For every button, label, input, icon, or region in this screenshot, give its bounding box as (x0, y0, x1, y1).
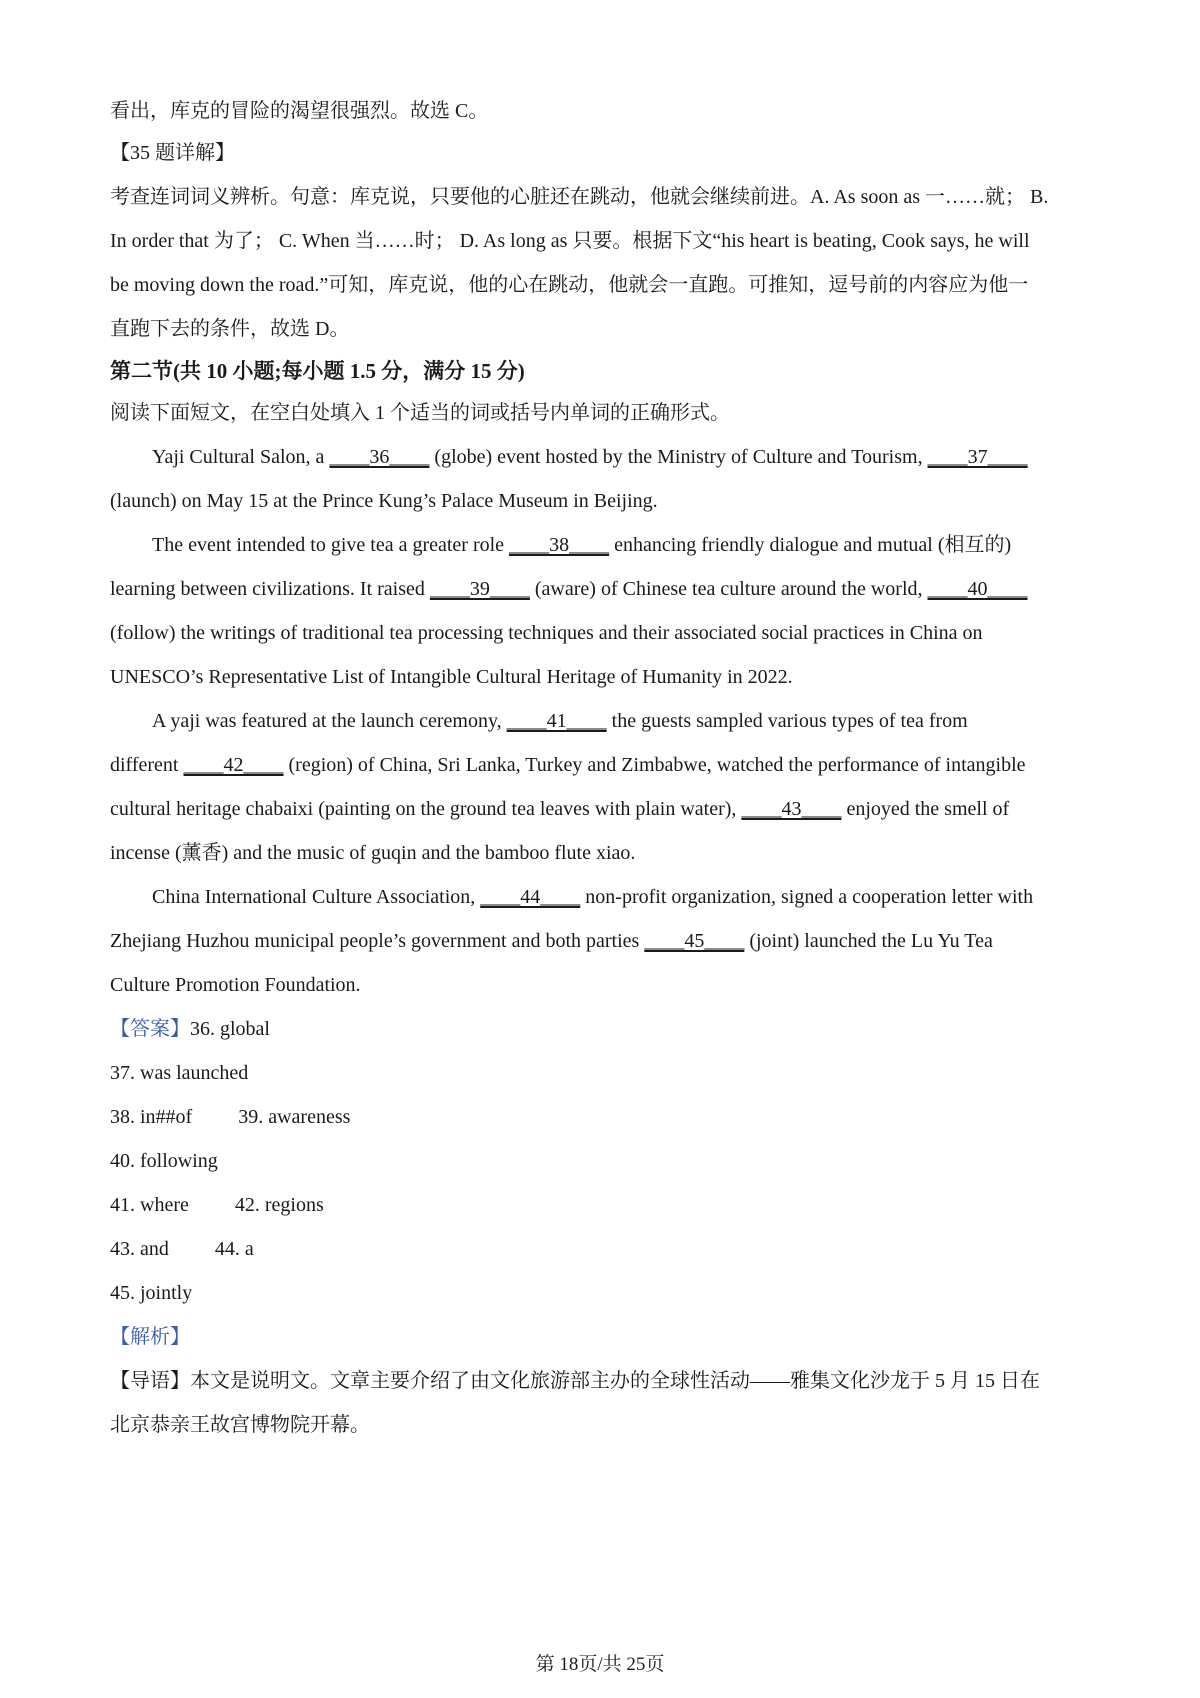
passage-text: (region) of China, Sri Lanka, Turkey and Zimbabwe, watched the performance of intangible (283, 754, 1026, 776)
analysis-intro-1: 【导语】本文是说明文。文章主要介绍了由文化旅游部主办的全球性活动——雅集文化沙龙于 5 月 15 日在 (110, 1370, 1040, 1392)
section-title: 第二节(共 10 小题;每小题 1.5 分，满分 15 分) (110, 359, 525, 383)
answer-36: 36. global (190, 1018, 270, 1040)
analysis-intro-2: 北京恭亲王故宫博物院开幕。 (110, 1414, 370, 1436)
passage-line (110, 752, 1026, 778)
blank-41: ____41____ (506, 710, 607, 732)
blank-39: ____39____ (429, 578, 530, 600)
passage-text: (joint) launched the Lu Yu Tea (744, 930, 993, 952)
q35-heading: 【35 题详解】 (110, 142, 235, 164)
passage-line (110, 884, 1033, 910)
answer-42: 42. regions (234, 1194, 324, 1216)
blank-37: ____37____ (927, 446, 1028, 468)
answer-line (110, 1192, 324, 1218)
passage-text: cultural heritage chabaixi (painting on the ground tea leaves with plain water), (110, 798, 742, 820)
passage-text: learning between civilizations. It raised (110, 578, 430, 600)
passage-line: (follow) the writings of traditional tea processing techniques and their associated social practices in China on (110, 622, 983, 644)
passage-text: (globe) event hosted by the Ministry of Culture and Tourism, (429, 446, 928, 468)
passage-line: incense (薰香) and the music of guqin and the bamboo flute xiao. (110, 842, 636, 864)
answer-line (110, 1104, 350, 1130)
answer-40: 40. following (110, 1150, 218, 1172)
answer-line (110, 1016, 270, 1042)
answer-38: 38. in##of (110, 1106, 193, 1128)
passage-line (110, 928, 993, 954)
answer-39: 39. awareness (238, 1106, 351, 1128)
passage-text: the guests sampled various types of tea from (606, 710, 968, 732)
blank-36: ____36____ (329, 446, 430, 468)
blank-43: ____43____ (741, 798, 842, 820)
passage-text: enjoyed the smell of (841, 798, 1010, 820)
passage-line: UNESCO’s Representative List of Intangible Cultural Heritage of Humanity in 2022. (110, 666, 793, 688)
passage-line (110, 796, 1009, 822)
answer-41: 41. where (110, 1194, 189, 1216)
blank-44: ____44____ (480, 886, 581, 908)
answer-43: 43. and (110, 1238, 169, 1260)
passage-text: Zhejiang Huzhou municipal people’s government and both parties (110, 930, 645, 952)
passage-text: (aware) of Chinese tea culture around the world, (529, 578, 928, 600)
answer-label: 【答案】 (110, 1018, 190, 1040)
section-instruction: 阅读下面短文，在空白处填入 1 个适当的词或括号内单词的正确形式。 (110, 402, 730, 424)
blank-45: ____45____ (644, 930, 745, 952)
passage-text: China International Culture Association, (152, 886, 481, 908)
passage-text: Yaji Cultural Salon, a (152, 446, 330, 468)
passage-text: enhancing friendly dialogue and mutual (相互的) (609, 534, 1012, 556)
passage-line (110, 576, 1028, 602)
passage-text: The event intended to give tea a greater role (152, 534, 510, 556)
answer-37: 37. was launched (110, 1062, 249, 1084)
passage-text: different (110, 754, 184, 776)
passage-line (110, 532, 1011, 558)
blank-38: ____38____ (509, 534, 610, 556)
passage-line (110, 708, 968, 734)
q35-explain-3: be moving down the road.”可知，库克说，他的心在跳动，他就会一直跑。可推知，逗号前的内容应为他一 (110, 274, 1029, 296)
passage-line (110, 444, 1028, 470)
passage-line: (launch) on May 15 at the Prince Kung’s Palace Museum in Beijing. (110, 490, 658, 512)
analysis-label: 【解析】 (110, 1326, 190, 1348)
blank-40: ____40____ (927, 578, 1028, 600)
page-footer: 第 18页/共 25页 (535, 1654, 665, 1675)
answer-45: 45. jointly (110, 1282, 193, 1304)
blank-42: ____42____ (183, 754, 284, 776)
passage-line: Culture Promotion Foundation. (110, 974, 361, 996)
q35-explain-1: 考查连词词义辨析。句意：库克说，只要他的心脏还在跳动，他就会继续前进。A. As soon as 一……就； B. (110, 186, 1049, 208)
q34-tail: 看出，库克的冒险的渴望很强烈。故选 C。 (110, 100, 489, 122)
answer-line (110, 1236, 254, 1262)
q35-explain-2: In order that 为了； C. When 当……时； D. As long as 只要。根据下文“his heart is beating, Cook says, he will (110, 230, 1030, 252)
q35-explain-4: 直跑下去的条件，故选 D。 (110, 318, 350, 340)
passage-text: A yaji was featured at the launch ceremony, (152, 710, 507, 732)
answer-44: 44. a (214, 1238, 254, 1260)
passage-text: non-profit organization, signed a cooperation letter with (580, 886, 1034, 908)
